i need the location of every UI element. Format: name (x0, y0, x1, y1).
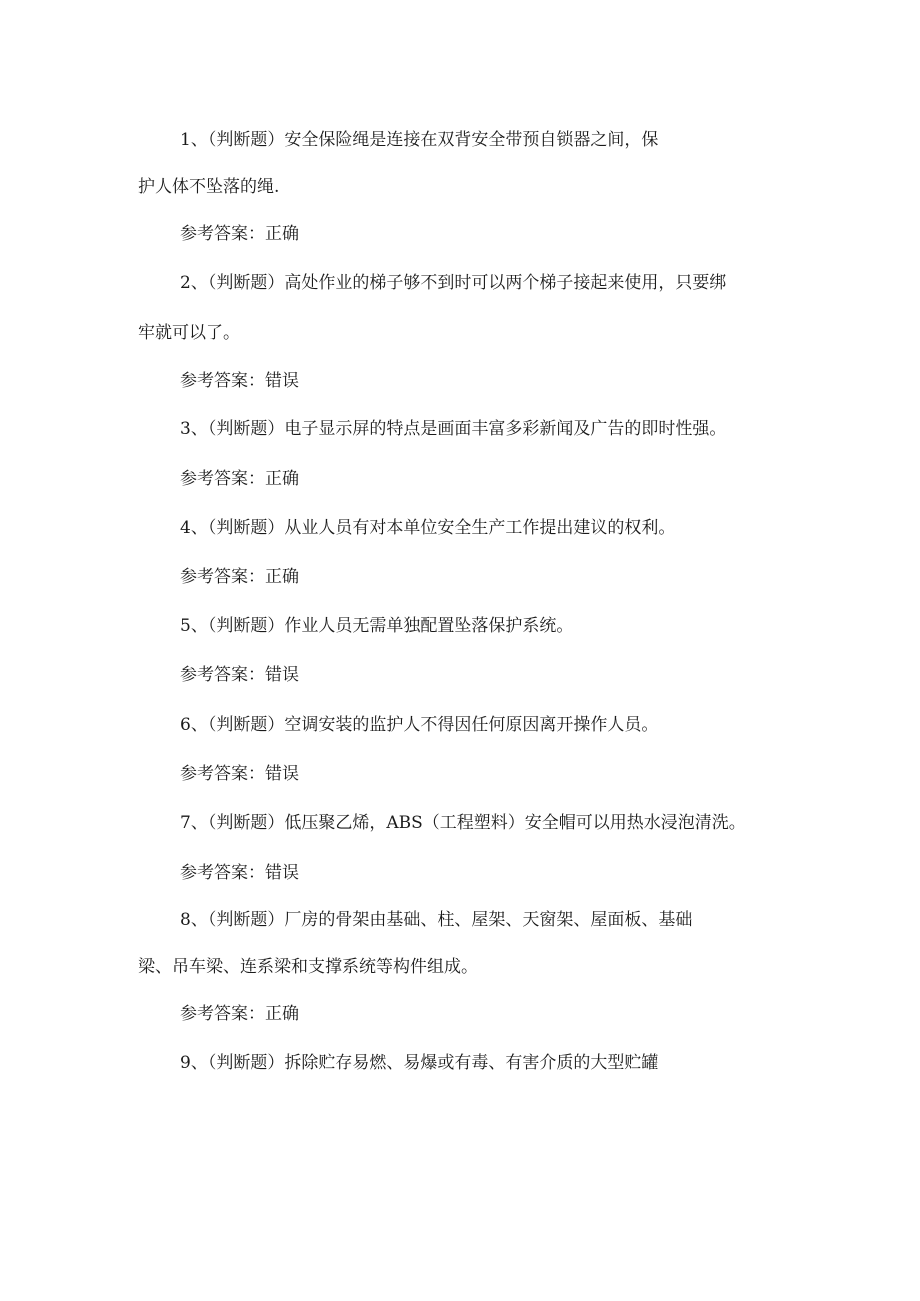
answer-6: 参考答案：错误 (180, 764, 299, 784)
question-1-line-1: 1、（判断题）安全保险绳是连接在双背安全带预自锁器之间，保 (180, 130, 659, 150)
question-8-line-1: 8、（判断题）厂房的骨架由基础、柱、屋架、天窗架、屋面板、基础 (180, 910, 693, 930)
question-4-line-1: 4、（判断题）从业人员有对本单位安全生产工作提出建议的权利。 (180, 518, 676, 538)
question-3-line-1: 3、（判断题）电子显示屏的特点是画面丰富多彩新闻及广告的即时性强。 (180, 419, 727, 439)
question-9-line-1: 9、（判断题）拆除贮存易燃、易爆或有毒、有害介质的大型贮罐 (180, 1053, 659, 1073)
question-6-line-1: 6、（判断题）空调安装的监护人不得因任何原因离开操作人员。 (180, 715, 659, 735)
answer-1: 参考答案：正确 (180, 224, 299, 244)
question-7-line-1: 7、（判断题）低压聚乙烯，ABS（工程塑料）安全帽可以用热水浸泡清洗。 (180, 813, 746, 833)
answer-2: 参考答案：错误 (180, 371, 299, 391)
answer-3: 参考答案：正确 (180, 469, 299, 489)
question-8-line-2: 梁、吊车梁、连系梁和支撑系统等构件组成。 (138, 957, 478, 977)
answer-5: 参考答案：错误 (180, 665, 299, 685)
question-1-line-2: 护人体不坠落的绳. (138, 177, 280, 197)
answer-4: 参考答案：正确 (180, 567, 299, 587)
question-2-line-2: 牢就可以了。 (138, 323, 240, 343)
question-2-line-1: 2、（判断题）高处作业的梯子够不到时可以两个梯子接起来使用，只要绑 (180, 273, 727, 293)
answer-7: 参考答案：错误 (180, 863, 299, 883)
answer-8: 参考答案：正确 (180, 1004, 299, 1024)
question-5-line-1: 5、（判断题）作业人员无需单独配置坠落保护系统。 (180, 616, 574, 636)
